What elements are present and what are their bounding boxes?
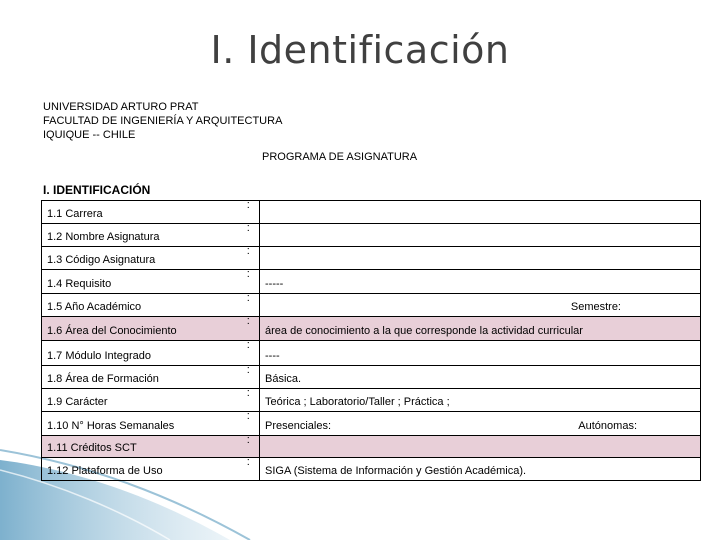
table-row (42, 317, 701, 341)
row-colon: : (238, 224, 260, 247)
row-value-cell (260, 317, 701, 341)
row-label: 1.7 Módulo Integrado (42, 341, 238, 366)
university-name: UNIVERSIDAD ARTURO PRAT (43, 101, 199, 113)
row-value-secondary (637, 350, 695, 362)
table-row (42, 294, 701, 317)
row-label: 1.3 Código Asignatura (42, 247, 238, 270)
row-colon: : (238, 366, 260, 389)
row-colon: : (238, 341, 260, 366)
city-country: IQUIQUE -- CHILE (43, 129, 136, 141)
row-value-secondary (637, 373, 695, 385)
row-label: 1.12 Plataforma de Uso (42, 458, 238, 481)
table-row (42, 201, 701, 224)
institution-header (43, 100, 282, 142)
row-value: SIGA (Sistema de Información y Gestión Académica). (265, 465, 527, 477)
row-label: 1.11 Créditos SCT (42, 436, 238, 458)
row-value-secondary (637, 465, 695, 477)
row-colon: : (238, 389, 260, 412)
table-row (42, 224, 701, 247)
row-colon: : (238, 412, 260, 436)
table-row (42, 270, 701, 294)
row-value-cell (260, 389, 701, 412)
table-row (42, 247, 701, 270)
row-value: área de conocimiento a la que corresponde la actividad curricular (265, 325, 583, 337)
row-label: 1.8 Área de Formación (42, 366, 238, 389)
table-row (42, 341, 701, 366)
row-value: ----- (265, 278, 284, 290)
row-value-cell (260, 247, 701, 270)
row-value-cell (260, 270, 701, 294)
row-colon: : (238, 436, 260, 458)
row-value-cell (260, 458, 701, 481)
slide-title: I. Identificación (210, 28, 510, 72)
row-colon: : (238, 247, 260, 270)
table-row (42, 436, 701, 458)
row-label: 1.10 N° Horas Semanales (42, 412, 238, 436)
row-value-cell (260, 201, 701, 224)
row-value-cell (260, 366, 701, 389)
row-value-secondary (637, 278, 695, 290)
row-label: 1.5 Año Académico (42, 294, 238, 317)
row-colon: : (238, 317, 260, 341)
row-label: 1.2 Nombre Asignatura (42, 224, 238, 247)
row-label: 1.9 Carácter (42, 389, 238, 412)
program-title: PROGRAMA DE ASIGNATURA (262, 151, 418, 163)
table-row (42, 412, 701, 436)
row-value: Presenciales: (265, 420, 332, 432)
table-row (42, 389, 701, 412)
row-value-cell (260, 294, 701, 317)
row-value-cell (260, 224, 701, 247)
row-value: Básica. (265, 373, 302, 385)
table-row (42, 366, 701, 389)
row-value: Teórica ; Laboratorio/Taller ; Práctica ; (265, 396, 450, 408)
row-value-cell (260, 436, 701, 458)
row-value-secondary: Autónomas: (578, 420, 637, 432)
row-value-secondary (637, 325, 695, 337)
row-value: ---- (265, 350, 280, 362)
faculty-name: FACULTAD DE INGENIERÍA Y ARQUITECTURA (43, 115, 283, 127)
row-value-secondary (637, 396, 695, 408)
row-value-cell (260, 341, 701, 366)
row-colon: : (238, 270, 260, 294)
section-heading: I. IDENTIFICACIÓN (43, 183, 151, 197)
row-value-cell (260, 412, 701, 436)
row-value-secondary: Semestre: (570, 301, 621, 313)
row-colon: : (238, 201, 260, 224)
row-label: 1.1 Carrera (42, 201, 238, 224)
row-label: 1.4 Requisito (42, 270, 238, 294)
row-colon: : (238, 458, 260, 481)
table-row (42, 458, 701, 481)
identification-table (41, 200, 701, 481)
row-label: 1.6 Área del Conocimiento (42, 317, 238, 341)
row-colon: : (238, 294, 260, 317)
